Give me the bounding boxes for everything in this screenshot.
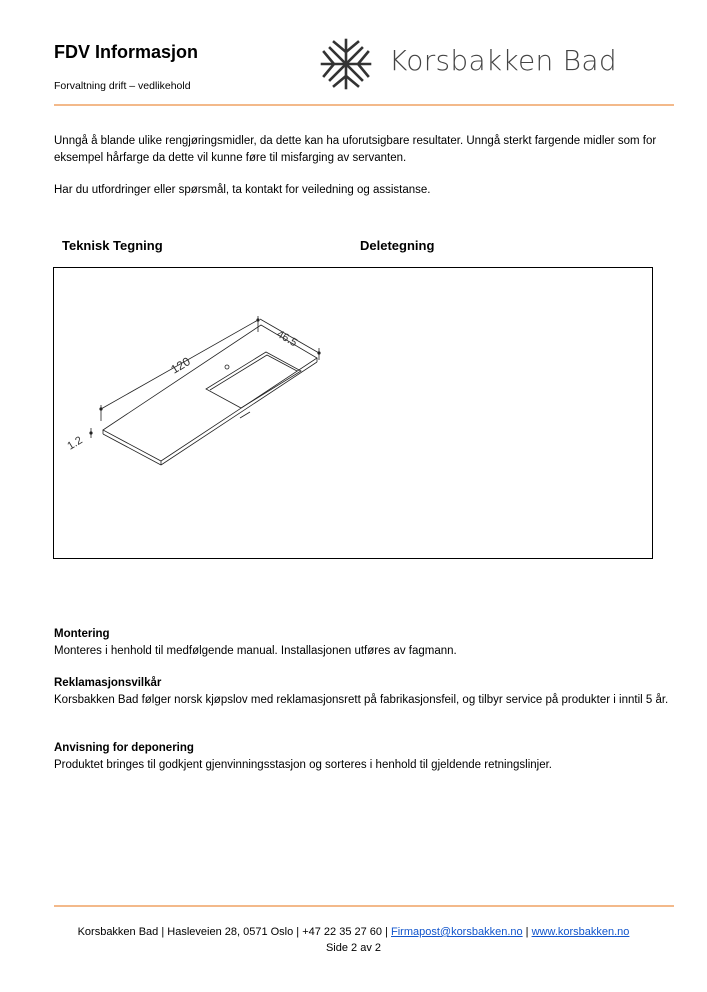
deponering-section <box>54 740 674 773</box>
reklamasjon-heading: Reklamasjonsvilkår <box>54 677 162 689</box>
countertop-top-surface <box>103 325 317 461</box>
reklamasjon-section <box>54 675 674 708</box>
page-subtitle: Forvaltning drift – vedlikehold <box>54 80 191 92</box>
technical-drawing-frame <box>53 267 653 559</box>
page-footer <box>0 924 707 956</box>
dimension-thickness: 1.2 <box>65 434 85 453</box>
footer-separator: | <box>522 926 532 938</box>
montering-text: Monteres i henhold til medfølgende manual. Installasjonen utføres av fagmann. <box>54 644 457 657</box>
footer-website-link[interactable]: www.korsbakken.no <box>531 926 630 938</box>
technical-drawing-heading: Teknisk Tegning <box>62 238 163 253</box>
countertop-drawing <box>54 268 652 558</box>
page-number: Side 2 av 2 <box>325 942 382 954</box>
brand-logo-icon <box>320 38 372 90</box>
faucet-hole <box>225 365 229 369</box>
contact-paragraph: Har du utfordringer eller spørsmål, ta kontakt for veiledning og assistanse. <box>54 184 431 196</box>
brand-name: Korsbakken Bad <box>389 44 617 77</box>
deponering-heading: Anvisning for deponering <box>54 742 194 754</box>
montering-heading: Montering <box>54 628 110 640</box>
reklamasjon-text: Korsbakken Bad følger norsk kjøpslov med reklamasjonsrett på fabrikasjonsfeil, og tilbyr service på produkter i inntil 5 år. <box>54 693 669 706</box>
header-divider <box>54 104 674 106</box>
footer-email-link[interactable]: Firmapost@korsbakken.no <box>391 926 523 938</box>
footer-divider <box>54 905 674 907</box>
footer-address: Korsbakken Bad | Hasleveien 28, 0571 Oslo | +47 22 35 27 60 | <box>77 926 391 938</box>
page-title: FDV Informasjon <box>54 42 199 62</box>
dimension-length: 120 <box>168 354 193 377</box>
deponering-text: Produktet bringes til godkjent gjenvinningsstasjon og sorteres i henhold til gjeldende retningslinjer. <box>54 758 553 771</box>
montering-section <box>54 626 674 659</box>
dimension-depth: 46.5 <box>274 328 300 350</box>
cleaning-advice-paragraph: Unngå å blande ulike rengjøringsmidler, da dette kan ha uforutsigbare resultater. Unngå sterkt fargende midler som for eksempel hårfarge da dette vil kunne føre til misfarging av servanten. <box>54 135 657 164</box>
part-drawing-heading: Deletegning <box>360 238 435 253</box>
